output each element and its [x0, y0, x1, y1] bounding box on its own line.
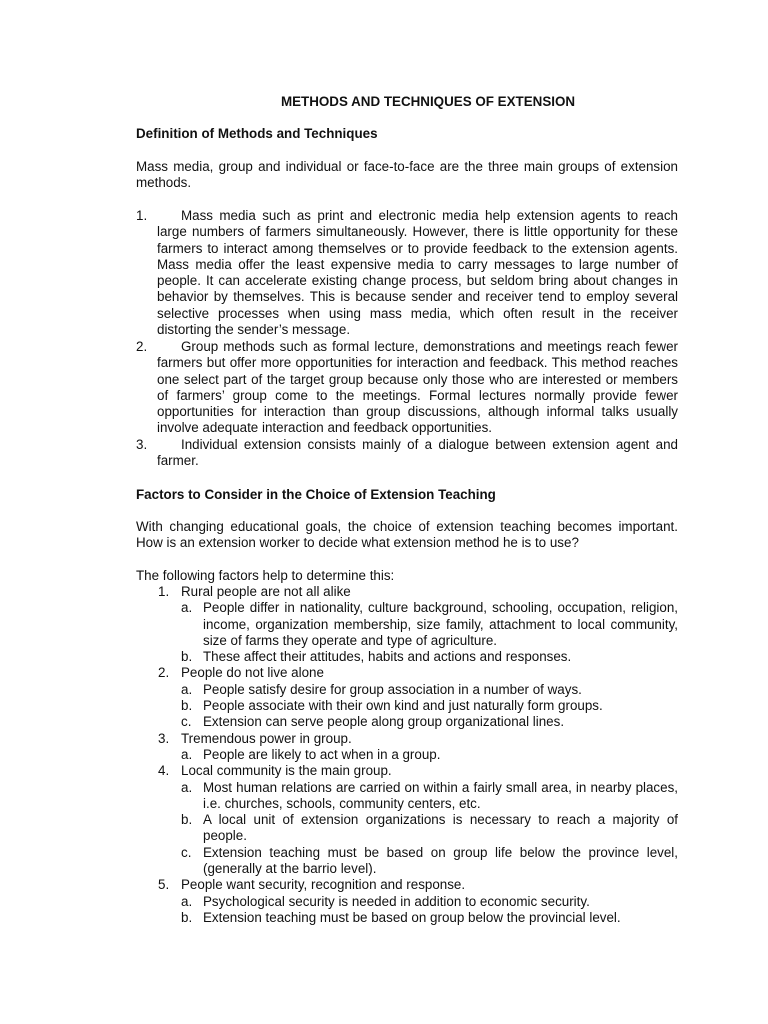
sub-item	[136, 910, 678, 926]
sub-letter: c.	[181, 844, 192, 860]
sub-text: Most human relations are carried on within a fairly small area, in nearby places, i.e. churches, schools, community centers, etc.	[203, 779, 678, 811]
factor-text: Tremendous power in group.	[181, 730, 352, 746]
sub-item	[136, 698, 678, 714]
definition-intro: Mass media, group and individual or face-to-face are the three main groups of extension methods.	[136, 159, 678, 191]
factor-number: 2.	[158, 665, 170, 681]
factor-text: People want security, recognition and response.	[181, 877, 466, 893]
factor-number: 1.	[158, 584, 170, 599]
list-item	[136, 437, 678, 470]
item-number: 1.	[136, 208, 148, 223]
item-text: Group methods such as formal lecture, demonstrations and meetings reach fewer farmers but offer more opportunities for interaction and feedback. This method reaches one select part of the target group because only those who are interested or members of farmers’ group come to the meetings. Formal lectures normally provide fewer opportunities for interaction than group discussions, although informal talks usually involve adequate interaction and feedback opportunities.	[157, 339, 678, 436]
sub-text: Extension can serve people along group organizational lines.	[203, 714, 565, 730]
factor-text: Local community is the main group.	[181, 763, 392, 779]
sub-letter: b.	[181, 649, 193, 665]
sub-item	[136, 812, 678, 845]
factors-lead: The following factors help to determine this:	[136, 568, 395, 583]
list-item	[136, 208, 678, 338]
sub-letter: a.	[181, 746, 193, 762]
sub-letter: b.	[181, 812, 193, 828]
sub-text: People satisfy desire for group association in a number of ways.	[203, 681, 582, 697]
sub-text: People differ in nationality, culture background, schooling, occupation, religion, income, organization membership, size family, attachment to local community, size of farms they operate and type of agriculture.	[203, 600, 678, 648]
sub-text: Extension teaching must be based on group life below the province level, (generally at the barrio level).	[203, 844, 678, 877]
factor-item	[136, 731, 678, 747]
sub-text: People associate with their own kind and just naturally form groups.	[203, 698, 603, 714]
sub-letter: b.	[181, 698, 193, 714]
list-item	[136, 339, 678, 437]
sub-text: People are likely to act when in a group.	[203, 746, 441, 762]
sub-item	[136, 845, 678, 878]
sub-letter: b.	[181, 909, 193, 925]
sub-letter: a.	[181, 893, 193, 909]
section-heading-factors: Factors to Consider in the Choice of Extension Teaching	[136, 487, 496, 502]
sub-text: Extension teaching must be based on group below the provincial level.	[203, 909, 621, 925]
sub-item	[136, 649, 678, 665]
item-number: 2.	[136, 339, 148, 354]
document-title: METHODS AND TECHNIQUES OF EXTENSION	[280, 94, 576, 109]
factor-item	[136, 665, 678, 681]
factor-number: 4.	[158, 763, 170, 779]
item-number: 3.	[136, 437, 148, 452]
section-heading-definition: Definition of Methods and Techniques	[136, 126, 378, 141]
sub-item	[136, 780, 678, 813]
sub-letter: a.	[181, 681, 193, 697]
sub-text: Psychological security is needed in addition to economic security.	[203, 893, 590, 909]
item-text: Mass media such as print and electronic media help extension agents to reach large numbers of farmers simultaneously. However, there is little opportunity for these farmers to interact among themselves or to provide feedback to the extension agents. Mass media offer the least expensive media to carry messages to large number of people. It can accelerate existing change process, but seldom bring about changes in behavior by themselves. This is because sender and receiver tend to employ several selective processes when using mass media, which often result in the receiver distorting the sender’s message.	[157, 208, 678, 338]
sub-item	[136, 894, 678, 910]
factors-list	[136, 584, 678, 926]
factor-item	[136, 763, 678, 779]
factor-text: Rural people are not all alike	[181, 584, 351, 599]
factors-intro: With changing educational goals, the choice of extension teaching becomes important. How is an extension worker to decide what extension method he is to use?	[136, 519, 678, 551]
sub-letter: a.	[181, 600, 193, 616]
sub-letter: c.	[181, 714, 192, 730]
sub-item	[136, 714, 678, 730]
sub-text: A local unit of extension organizations is necessary to reach a majority of people.	[203, 812, 678, 844]
factor-number: 3.	[158, 730, 170, 746]
factor-item	[136, 584, 678, 600]
sub-letter: a.	[181, 779, 193, 795]
sub-item	[136, 682, 678, 698]
sub-item	[136, 600, 678, 649]
item-text: Individual extension consists mainly of a dialogue between extension agent and farmer.	[157, 437, 678, 469]
sub-item	[136, 747, 678, 763]
factor-item	[136, 877, 678, 893]
factor-text: People do not live alone	[181, 665, 324, 681]
sub-text: These affect their attitudes, habits and actions and responses.	[203, 649, 572, 665]
factor-number: 5.	[158, 877, 170, 893]
